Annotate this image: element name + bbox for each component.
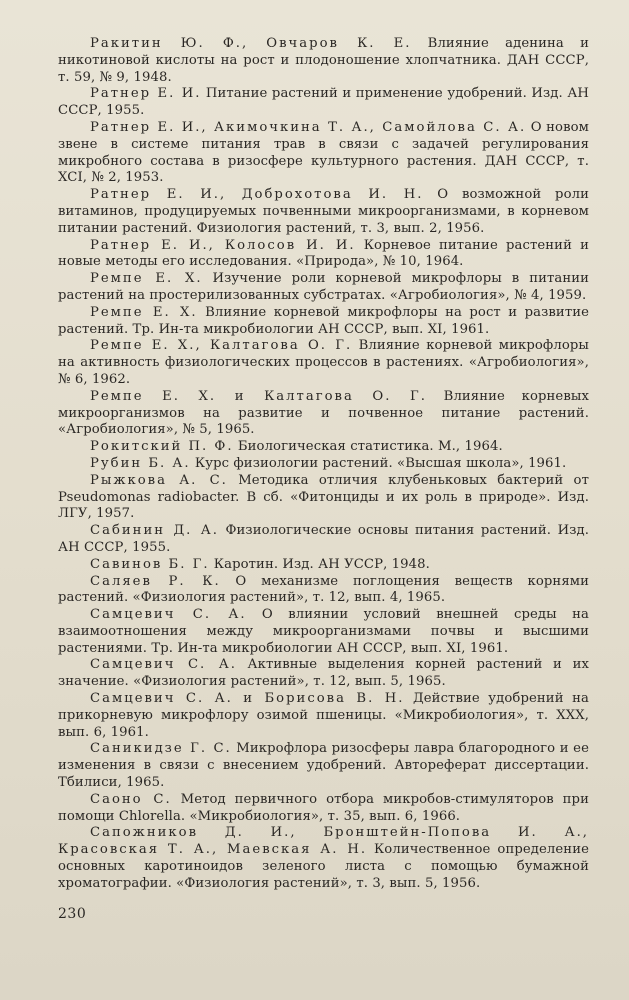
entry-text: Изучение роли корневой микрофлоры в питании растений на простерилизованных субстратах. «Агробиология», № 4, 1959. — [58, 271, 590, 303]
entry-text: Микрофлора ризосферы лавра благородного и ее изменения в связи с внесением удобрений. Автореферат диссертации. Тбилиси, 1965. — [58, 741, 589, 791]
entry-author: Ратнер Е. И. — [90, 86, 202, 102]
bibliography-entry — [58, 691, 589, 741]
bibliography-entry — [58, 338, 589, 388]
entry-author: Ремпе Е. Х., Калтагова О. Г. — [90, 338, 353, 354]
bibliography-entry — [58, 657, 589, 691]
page-number: 230 — [58, 906, 87, 922]
entry-text: О механизме поглощения веществ корнями растений. «Физиология растений», т. 12, вып. 4, 1965. — [58, 573, 589, 606]
entry-author: Самцевич С. А. — [90, 607, 247, 623]
bibliography-entry — [58, 473, 589, 523]
bibliography-entry — [58, 305, 589, 339]
bibliography-entry — [58, 523, 589, 557]
entry-author: Ракитин Ю. Ф., Овчаров К. Е. — [90, 36, 412, 51]
entry-author: Ратнер Е. И., Акимочкина Т. А., Самойлова С. А. — [90, 119, 527, 135]
entry-text: Активные выделения корней растений и их значение. «Физиология растений», т. 12, вып. 5, 1965. — [58, 657, 589, 690]
bibliography-entry — [58, 120, 589, 187]
entry-text: Влияние аденина и никотиновой кислоты на рост и плодоношение хлопчатника. ДАН СССР, т. 59, № 9, 1948. — [58, 36, 589, 85]
bibliography-list — [58, 36, 589, 893]
entry-author: Саляев Р. К. — [90, 573, 221, 589]
entry-text: Корневое питание растений и новые методы его исследования. «Природа», № 10, 1964. — [58, 237, 589, 270]
entry-author: Ратнер Е. И., Доброхотова И. Н. — [90, 187, 424, 203]
bibliography-entry — [58, 389, 589, 439]
entry-author: Саникидзе Г. С. — [90, 741, 232, 757]
entry-text: Питание растений и применение удобрений. Изд. АН СССР, 1955. — [58, 86, 590, 119]
entry-author: Ратнер Е. И., Колосов И. И. — [90, 237, 356, 253]
entry-text: Физиологические основы питания растений. Изд. АН СССР, 1955. — [58, 523, 589, 555]
entry-text: Биологическая статистика. М., 1964. — [233, 439, 503, 455]
entry-author: Рокитский П. Ф. — [90, 439, 234, 455]
bibliography-entry — [58, 456, 589, 473]
bibliography-entry — [58, 574, 589, 608]
entry-text: Каротин. Изд. АН УССР, 1948. — [209, 556, 430, 572]
entry-author: Самцевич С. А. — [90, 657, 237, 673]
bibliography-entry — [58, 439, 589, 456]
entry-text: Действие удобрений на прикорневую микрофлору озимой пшеницы. «Микробиология», т. XXX, вып. 6, 1961. — [58, 691, 589, 740]
entry-text: Количественное определение основных каротиноидов зеленого листа с помощью бумажной хроматографии. «Физиология растений», т. 3, вып. 5, 1956. — [58, 842, 589, 891]
bibliography-entry — [58, 557, 589, 574]
bibliography-entry — [58, 86, 589, 120]
entry-text: О возможной роли витаминов, продуцируемых почвенными микроорганизмами, в корневом питании растений. Физиология растений, т. 3, вып. 2, 1956. — [58, 187, 589, 236]
entry-text: О влиянии условий внешней среды на взаимоотношения между микроорганизмами почвы и высшими растениями. Тр. Ин-та микробиологии АН СССР, вып. XI, 1961. — [58, 607, 589, 656]
entry-text: Влияние корневой микрофлоры на рост и развитие растений. Тр. Ин-та микробиологии АН СССР, вып. XI, 1961. — [58, 304, 590, 337]
bibliography-entry — [58, 792, 589, 826]
entry-text: Методика отличия клубеньковых бактерий от Pseudomonas radiobacter. В сб. «Фитонциды и их роль в природе». Изд. ЛГУ, 1957. — [58, 472, 589, 522]
bibliography-entry — [58, 36, 589, 86]
entry-author: Савинов Б. Г. — [90, 556, 210, 572]
entry-text: Влияние корневых микроорганизмов на развитие и почвенное питание растений. «Агробиология», № 5, 1965. — [58, 388, 589, 438]
entry-author: Сапожников Д. И., Бронштейн-Попова И. А., Красовская Т. А., Маевская А. Н. — [58, 825, 589, 858]
entry-author: Ремпе Е. Х. — [90, 304, 198, 320]
bibliography-entry — [58, 238, 589, 272]
entry-text: О новом звене в системе питания трав в связи с задачей регулирования микробного состава в ризосфере культурного растения. ДАН СССР, т. XCI, № 2, 1953. — [58, 119, 589, 186]
bibliography-entry — [58, 271, 589, 305]
entry-author: Самцевич С. А. и Борисова В. Н. — [90, 691, 405, 707]
entry-author: Ремпе Е. Х. — [90, 271, 203, 287]
bibliography-entry — [58, 187, 589, 237]
entry-text: Влияние корневой микрофлоры на активность физиологических процессов в растениях. «Агробиология», № 6, 1962. — [58, 338, 589, 387]
bibliography-entry — [58, 607, 589, 657]
entry-text: Метод первичного отбора микробов-стимуляторов при помощи Chlorella. «Микробиология», т. 35, вып. 6, 1966. — [58, 791, 589, 824]
entry-author: Ремпе Е. Х. и Калтагова О. Г. — [90, 388, 427, 404]
entry-text: Курс физиологии растений. «Высшая школа», 1961. — [190, 455, 567, 471]
bibliography-entry — [58, 825, 589, 892]
entry-author: Сабинин Д. А. — [90, 523, 219, 539]
entry-author: Рубин Б. А. — [90, 455, 191, 471]
entry-author: Саоно С. — [90, 791, 172, 807]
entry-author: Рыжкова А. С. — [90, 472, 228, 488]
bibliography-entry — [58, 741, 589, 791]
